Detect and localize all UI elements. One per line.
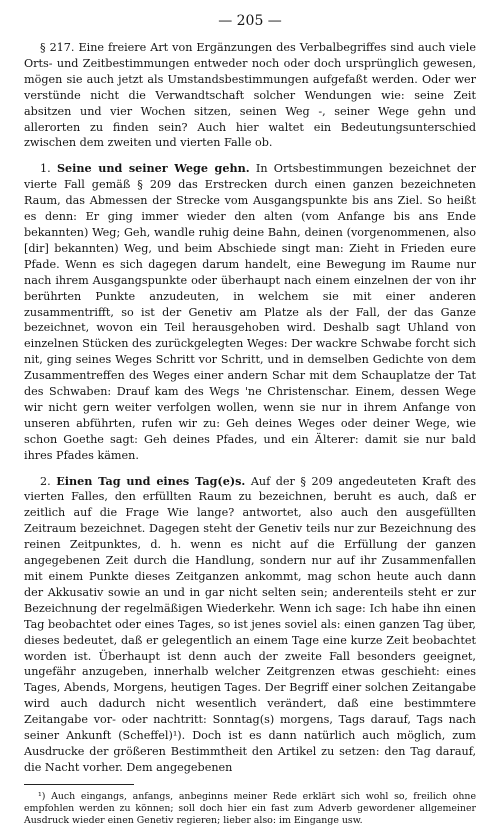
- section-1-number: 1.: [40, 162, 51, 176]
- footnote: ¹) Auch eingangs, anfangs, anbeginns meiner Rede erklärt sich wohl so, freilich ohne empfohlen werden zu können; soll doch hier ein fast zum Adverb gewordener allgemeiner Ausdruck wieder einen Genetiv regieren; lieber also: im Eingange usw.: [24, 790, 476, 827]
- paragraph-217: § 217. Eine freiere Art von Ergänzungen des Verbalbegriffes sind auch viele Orts- und Zeitbestimmungen entweder noch oder doch ursprünglich gewesen, mögen sie auch jetzt als Umstandsbestimmungen aufgefaßt werden. Oder wer verstünde nicht die Verwandtschaft solcher Wendungen wie: seine Zeit absitzen und vier Wochen sitzen, seinen Weg -, seiner Wege gehn und allerorten zu finden sein? Auch hier waltet ein Bedeutungsunterschied zwischen dem zweiten und vierten Falle ob.: [24, 41, 476, 150]
- section-2-text: Auf der § 209 angedeuteten Kraft des vierten Falles, den erfüllten Raum zu bezeichnen, beruht es auch, daß er zeitlich auf die Frage Wie lange? antwortet, also auch den ausgefüllten Zeitraum bezeichnet. Dagegen steht der Genetiv teils nur zur Bezeichnung des reinen Zeitpunktes, d. h. wenn es nicht auf die Erfüllung der ganzen angegebenen Zeit durch die Handlung, sondern nur auf ihr Zusammenfallen mit einem Punkte dieses Zeitganzen ankommt, mag schon heute auch dann der Akkusativ sowie an und in gar nicht selten sein; anderenteils steht er zur Bezeichnung der regelmäßigen Wiederkehr. Wenn ich sage: Ich habe ihn einen Tag beobachtet oder eines Tages, so ist jenes soviel als: einen ganzen Tag über, dieses bedeutet, daß er gelegentlich an einem Tage eine kurze Zeit beobachtet worden ist. Überhaupt ist denn auch der zweite Fall besonders geeignet, ungefähr anzugeben, innerhalb welcher Zeitgrenzen etwas geschieht: eines Tages, Abends, Morgens, heutigen Tages. Der Begriff einer solchen Zeitangabe wird auch dadurch nicht wesentlich verändert, daß eine bestimmtere Zeitangabe vor- oder nachtritt: Sonntag(s) morgens, Tags darauf, Tags nach seiner Ankunft (Scheffel)¹). Doch ist es dann natürlich auch möglich, zum Ausdrucke der größeren Bestimmtheit den Artikel zu setzen: den Tag darauf, die Nacht vorher. Dem angegebenen: [24, 474, 476, 774]
- section-1-title: Seine und seiner Wege gehn.: [56, 161, 250, 176]
- book-page: [24, 12, 476, 827]
- paragraph-section-1: [24, 161, 476, 463]
- body-text: [24, 40, 476, 776]
- section-2-number: 2.: [40, 474, 51, 488]
- footnote-divider: [24, 784, 134, 785]
- section-1-text: In Ortsbestimmungen bezeichnet der vierte Fall gemäß § 209 das Erstrecken durch einen ganzen bezeichneten Raum, das Abmessen der Strecke vom Ausgangspunkte bis ans Ziel. So heißt es denn: Er ging immer wieder den alten (vom Anfange bis ans Ende bekannten) Weg; Geh, wandle ruhig deine Bahn, deinen (vorgenommenen, also [dir] bekannten) Weg, und beim Abschiede singt man: Zieht in Frieden eure Pfade. Wenn es sich dagegen darum handelt, eine Bewegung im Raume nur nach ihrem Ausgangspunkte oder überhaupt nach einem einzelnen der von ihr berührten Punkte anzudeuten, in welchem sie mit einer anderen zusammentrifft, so ist der Genetiv am Platze als der Fall, der das Ganze bezeichnet, wovon ein Teil herausgehoben wird. Deshalb sagt Uhland von einzelnen Stücken des zurückgelegten Weges: Der wackre Schwabe forcht sich nit, ging seines Weges Schritt vor Schritt, und in demselben Gedichte von dem Zusammentreffen des Weges einer andern Schar mit dem Schauplatze der Tat des Schwaben: Drauf kam des Wegs 'ne Christenschar. Einem, dessen Wege wir nicht gern weiter verfolgen wollen, wenn sie nur in ihrem Anfange von unseren abführten, rufen wir zu: Geh deines Weges oder deiner Wege, wie schon Goethe sagt: Geh deines Pfades, und ein Älterer: damit sie nur bald ihres Pfades kämen.: [24, 162, 477, 462]
- paragraph-section-2: [24, 474, 476, 776]
- section-2-title: Einen Tag und eines Tag(e)s.: [56, 473, 246, 488]
- page-number: — 205 —: [218, 13, 282, 29]
